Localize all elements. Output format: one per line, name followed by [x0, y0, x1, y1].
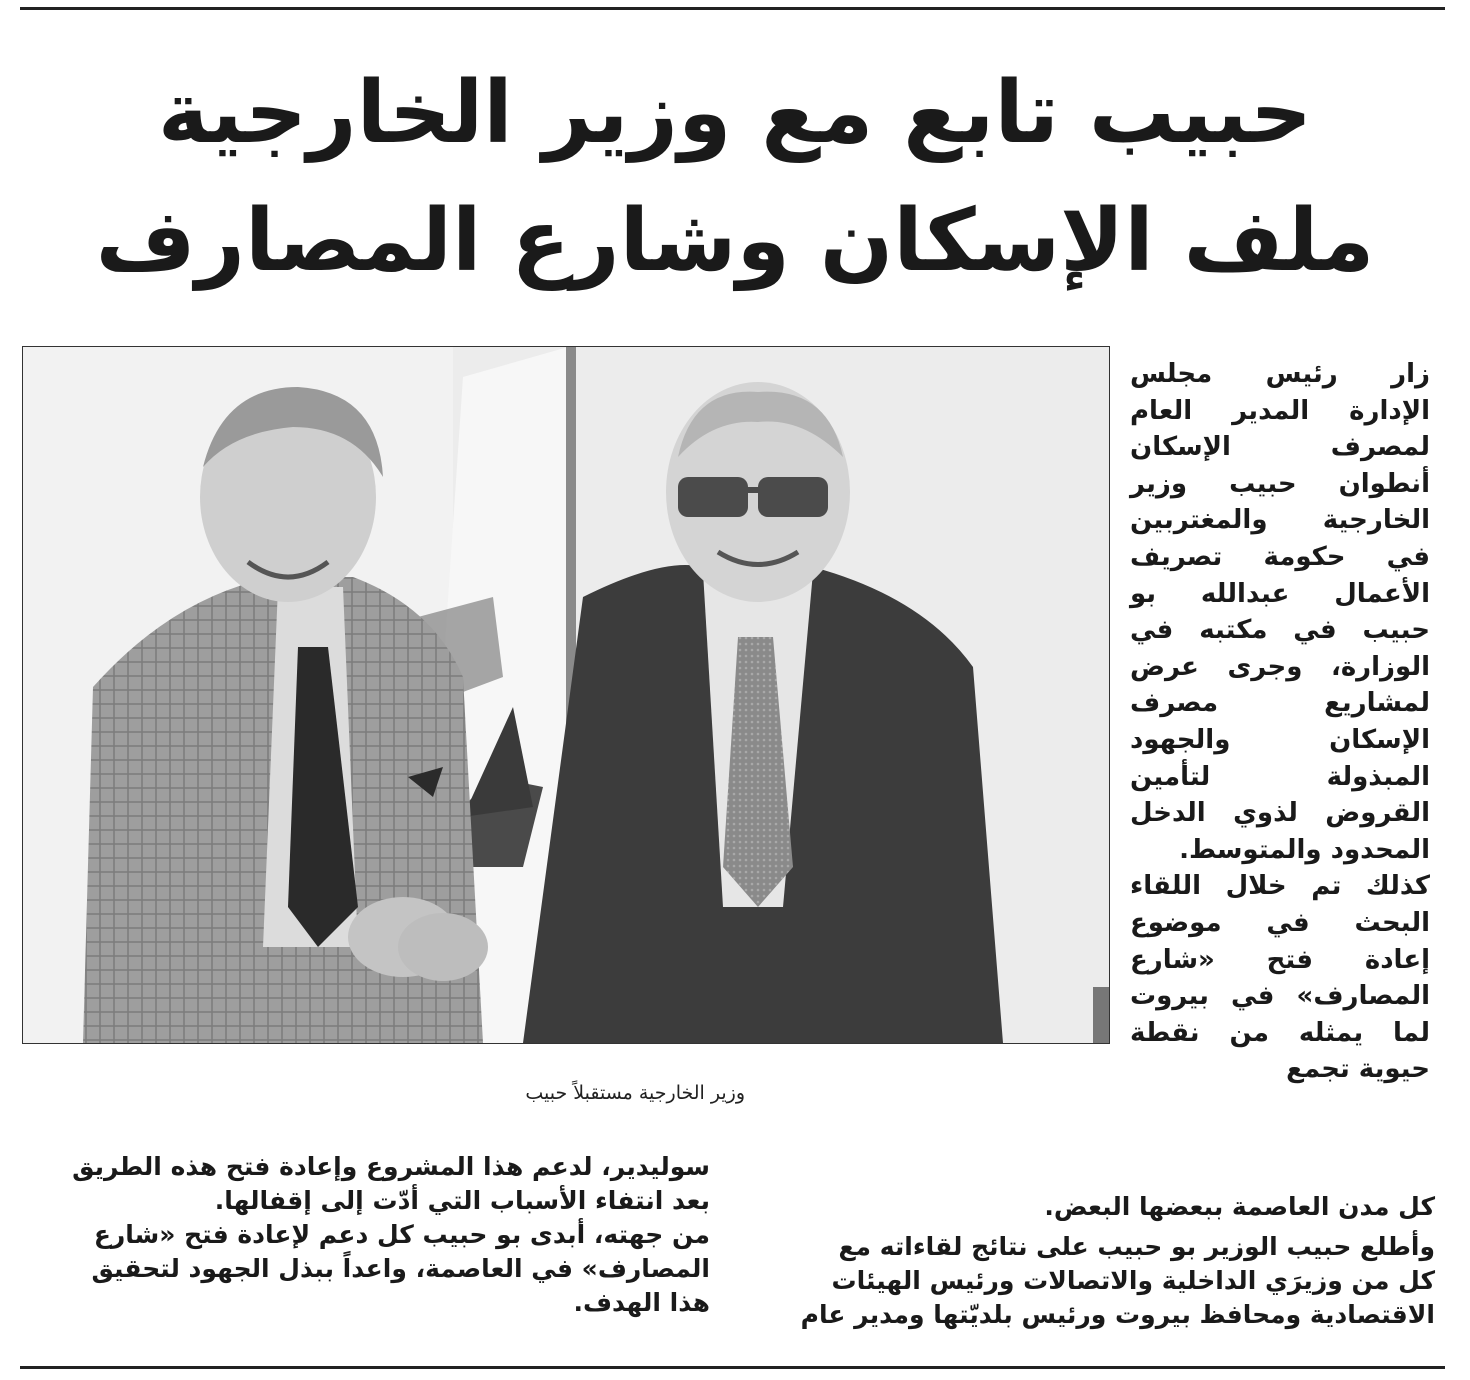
photo-caption: وزير الخارجية مستقبلاً حبيب — [525, 1082, 745, 1104]
headline-line-2: ملف الإسكان وشارع المصارف — [95, 191, 1375, 291]
article-line: هذا الهدف. — [573, 1288, 710, 1317]
article-line: كل من وزيرَي الداخلية والاتصالات ورئيس الهيئات — [831, 1266, 1435, 1295]
article-column-right — [1130, 356, 1430, 1088]
article-line: الاقتصادية ومحافظ بيروت ورئيس بلديّتها ومدير عام — [800, 1300, 1435, 1329]
article-line: من جهته، أبدى بو حبيب كل دعم لإعادة فتح «شارع — [93, 1220, 710, 1249]
article-line: بعد انتفاء الأسباب التي أدّت إلى إقفالها. — [214, 1186, 710, 1215]
article-paragraph: كذلك تم خلال اللقاء البحث في موضوع إعادة فتح «شارع المصارف» في بيروت لما يمثله من نقطة حيوية تجمع — [1130, 871, 1430, 1085]
article-line: سوليدير، لدعم هذا المشروع وإعادة فتح هذه الطريق — [72, 1152, 710, 1181]
article-line: المصارف» في العاصمة، واعداً ببذل الجهود لتحقيق — [91, 1254, 710, 1283]
article-paragraph: زار رئيس مجلس الإدارة المدير العام لمصرف الإسكان أنطوان حبيب وزير الخارجية والمغتربين في حكومة تصريف الأعمال عبدالله بو حبيب في مكتبه في الوزارة، وجرى عرض لمشاريع مصرف الإسكان والجهود المبذولة لتأمين القروض لذوي الدخل المحدود والمتوسط. — [1130, 359, 1430, 865]
article-bottom-middle — [745, 1230, 1435, 1332]
top-rule — [20, 7, 1445, 10]
article-photo — [22, 346, 1110, 1044]
photo-illustration — [23, 347, 1109, 1043]
article-line: وأطلع حبيب الوزير بو حبيب على نتائج لقاءاته مع — [838, 1232, 1435, 1261]
article-wide-line: كل مدن العاصمة ببعضها البعض. — [1044, 1192, 1435, 1221]
article-bottom-left — [20, 1150, 710, 1320]
bottom-rule — [20, 1366, 1445, 1369]
headline-line-1: حبيب تابع مع وزير الخارجية — [157, 63, 1313, 163]
